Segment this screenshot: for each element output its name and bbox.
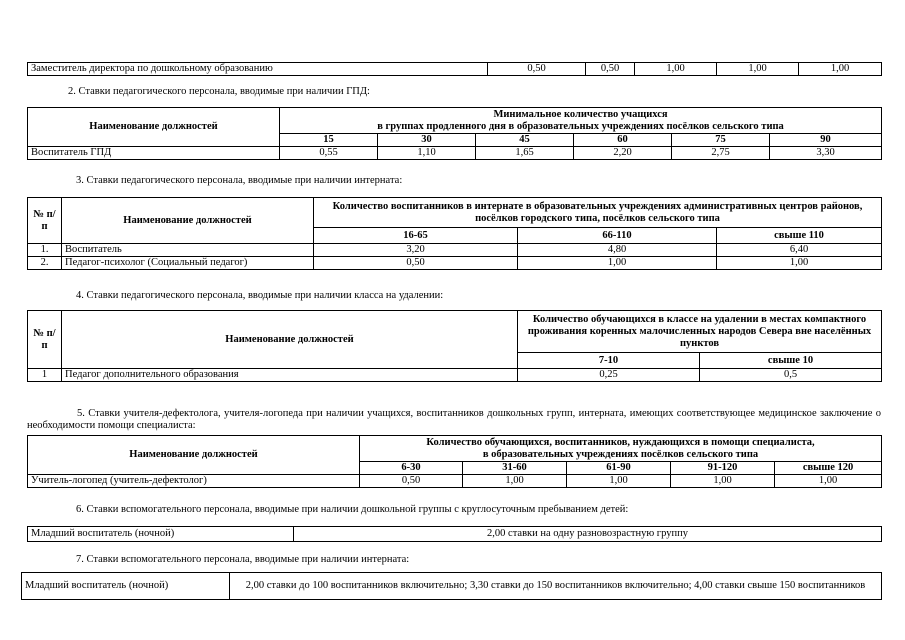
position-name: Заместитель директора по дошкольному образованию xyxy=(28,63,488,76)
rate-value: 0,50 xyxy=(360,475,463,488)
rate-value: 1,00 xyxy=(463,475,567,488)
column-header-group: Количество воспитанников в интернате в образовательных учреждениях административных центров районов, посёлков городского типа, посёлков сельского типа xyxy=(314,198,882,228)
row-number: 1. xyxy=(28,244,62,257)
header-line: Минимальное количество учащихся xyxy=(493,108,668,120)
rate-value: 2,00 ставки на одну разновозрастную группу xyxy=(294,527,882,542)
column-header: 60 xyxy=(574,134,672,147)
column-header: 16-65 xyxy=(314,228,518,244)
top-row-table xyxy=(27,62,882,76)
section-2-caption: 2. Ставки педагогического персонала, вводимые при наличии ГПД: xyxy=(68,86,370,97)
table-row xyxy=(28,147,882,160)
position-name: Учитель-логопед (учитель-дефектолог) xyxy=(28,475,360,488)
column-header: 75 xyxy=(672,134,770,147)
table-row xyxy=(28,257,882,270)
column-header: 90 xyxy=(770,134,882,147)
rate-value: 0,25 xyxy=(518,369,700,382)
section-7-caption: 7. Ставки вспомогательного персонала, вводимые при наличии интерната: xyxy=(76,554,410,565)
section-5-text: 5. Ставки учителя-дефектолога, учителя-логопеда при наличии учащихся, воспитанников дошкольных групп, интерната, имеющих соответствующее медицинское заключение о необходимости помощи специалиста: xyxy=(27,408,881,431)
section-4-caption: 4. Ставки педагогического персонала, вводимые при наличии класса на удалении: xyxy=(76,290,444,301)
rate-value: 1,10 xyxy=(378,147,476,160)
column-header: 61-90 xyxy=(567,462,671,475)
rate-value: 0,50 xyxy=(314,257,518,270)
section-5-table xyxy=(27,435,882,488)
column-header: свыше 10 xyxy=(700,353,882,369)
section-6-table xyxy=(27,526,882,542)
rate-value: 4,80 xyxy=(518,244,717,257)
column-header: свыше 120 xyxy=(775,462,882,475)
rate-value: 1,00 xyxy=(518,257,717,270)
rate-value: 0,5 xyxy=(700,369,882,382)
table-row xyxy=(22,573,882,600)
position-name: Воспитатель xyxy=(62,244,314,257)
column-header: 91-120 xyxy=(671,462,775,475)
header-line: в группах продленного дня в образовательных учреждениях посёлков сельского типа xyxy=(377,120,784,132)
rate-value: 0,50 xyxy=(586,63,635,76)
column-header-group: Количество обучающихся в классе на удалении в местах компактного проживания коренных малочисленных народов Севера вне населённых пунктов xyxy=(518,311,882,353)
column-header: 31-60 xyxy=(463,462,567,475)
position-name: Педагог дополнительного образования xyxy=(62,369,518,382)
rate-value: 1,00 xyxy=(717,257,882,270)
rate-value: 3,30 xyxy=(770,147,882,160)
rate-value: 1,00 xyxy=(775,475,882,488)
header-line: в образовательных учреждениях посёлков сельского типа xyxy=(482,448,759,460)
position-name: Педагог-психолог (Социальный педагог) xyxy=(62,257,314,270)
section-2-table xyxy=(27,107,882,160)
rate-value: 2,75 xyxy=(672,147,770,160)
rate-value: 1,65 xyxy=(476,147,574,160)
section-7-table xyxy=(21,572,882,600)
rate-value: 1,00 xyxy=(635,63,717,76)
rate-value: 2,20 xyxy=(574,147,672,160)
column-header: 7-10 xyxy=(518,353,700,369)
column-header-position: Наименование должностей xyxy=(28,436,360,475)
section-3-caption: 3. Ставки педагогического персонала, вводимые при наличии интерната: xyxy=(76,175,403,186)
column-header: 30 xyxy=(378,134,476,147)
column-header: 45 xyxy=(476,134,574,147)
row-number: 1 xyxy=(28,369,62,382)
section-5-caption xyxy=(27,408,881,432)
section-6-caption: 6. Ставки вспомогательного персонала, вводимые при наличии дошкольной группы с круглосуточным пребыванием детей: xyxy=(76,504,629,515)
position-name: Младший воспитатель (ночной) xyxy=(22,573,230,600)
row-number: 2. xyxy=(28,257,62,270)
column-header-position: Наименование должностей xyxy=(62,198,314,244)
header-line: Количество обучающихся, воспитанников, нуждающихся в помощи специалиста, xyxy=(426,436,815,448)
position-name: Младший воспитатель (ночной) xyxy=(28,527,294,542)
column-header: свыше 110 xyxy=(717,228,882,244)
column-header-group xyxy=(280,108,882,134)
rate-value: 3,20 xyxy=(314,244,518,257)
column-header-position: Наименование должностей xyxy=(28,108,280,147)
column-header: 6-30 xyxy=(360,462,463,475)
column-header-position: Наименование должностей xyxy=(62,311,518,369)
section-3-table xyxy=(27,197,882,270)
column-header: 66-110 xyxy=(518,228,717,244)
table-row xyxy=(28,244,882,257)
rate-value: 2,00 ставки до 100 воспитанников включительно; 3,30 ставки до 150 воспитанников включительно; 4,00 ставки свыше 150 воспитанников xyxy=(230,573,882,600)
column-header-number: № п/п xyxy=(28,198,62,244)
table-row xyxy=(28,63,882,76)
rate-value: 1,00 xyxy=(717,63,799,76)
column-header: 15 xyxy=(280,134,378,147)
rate-value: 1,00 xyxy=(567,475,671,488)
column-header-number: № п/п xyxy=(28,311,62,369)
position-name: Воспитатель ГПД xyxy=(28,147,280,160)
rate-value: 6,40 xyxy=(717,244,882,257)
rate-value: 0,50 xyxy=(488,63,586,76)
table-row xyxy=(28,527,882,542)
rate-value: 0,55 xyxy=(280,147,378,160)
section-4-table xyxy=(27,310,882,382)
rate-value: 1,00 xyxy=(671,475,775,488)
column-header-group xyxy=(360,436,882,462)
table-row xyxy=(28,475,882,488)
table-row xyxy=(28,369,882,382)
rate-value: 1,00 xyxy=(799,63,882,76)
